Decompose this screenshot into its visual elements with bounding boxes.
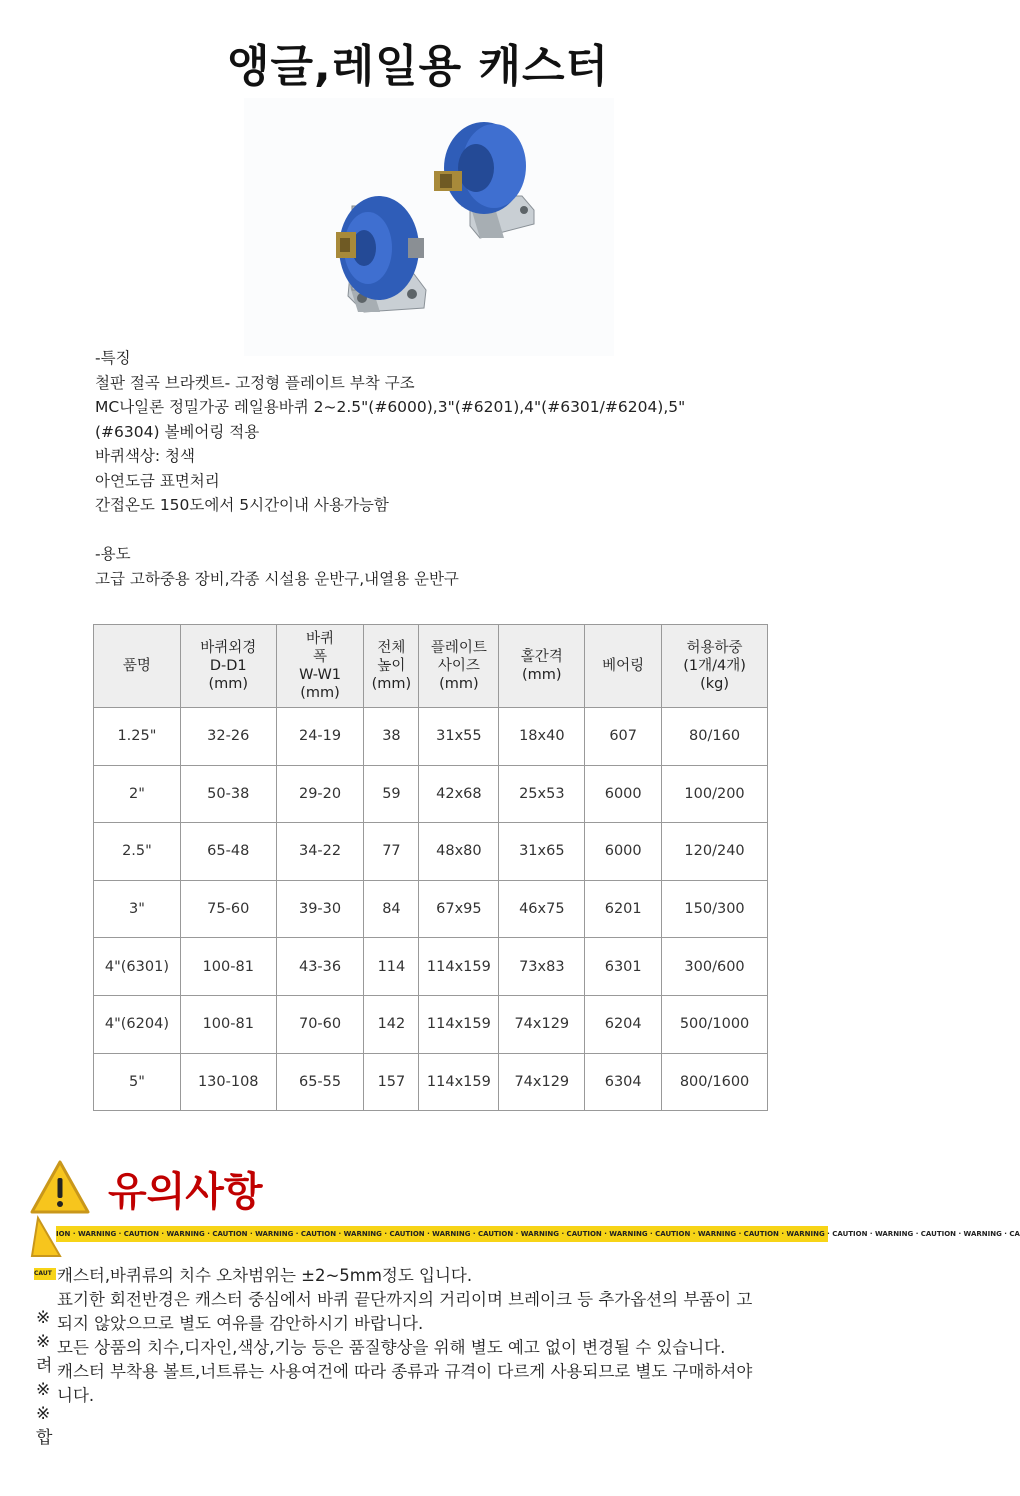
table-row bbox=[94, 938, 768, 996]
table-cell: 114x159 bbox=[419, 938, 499, 996]
table-cell: 150/300 bbox=[662, 880, 768, 938]
table-cell: 1.25" bbox=[94, 708, 181, 766]
table-cell: 73x83 bbox=[499, 938, 585, 996]
header-total-height: 전체 높이 (mm) bbox=[364, 625, 419, 708]
usage-heading: -용도 bbox=[95, 545, 131, 563]
table-cell: 100-81 bbox=[180, 938, 276, 996]
table-cell: 4"(6301) bbox=[94, 938, 181, 996]
table-cell: 500/1000 bbox=[662, 995, 768, 1053]
note-mark: ※ bbox=[36, 1404, 51, 1424]
table-row bbox=[94, 708, 768, 766]
table-cell: 142 bbox=[364, 995, 419, 1053]
usage-line: 고급 고하중용 장비,각종 시설용 운반구,내열용 운반구 bbox=[95, 569, 459, 588]
table-row bbox=[94, 765, 768, 823]
table-cell: 4"(6204) bbox=[94, 995, 181, 1053]
note-line: 모든 상품의 치수,디자인,색상,기능 등은 품질향상을 위해 별도 예고 없이 변경될 수 있습니다. bbox=[57, 1338, 726, 1357]
table-cell: 24-19 bbox=[276, 708, 364, 766]
product-photo bbox=[244, 98, 614, 356]
table-cell: 300/600 bbox=[662, 938, 768, 996]
note-line: 캐스터,바퀴류의 치수 오차범위는 ±2~5mm정도 입니다. bbox=[57, 1266, 473, 1285]
table-cell: 74x129 bbox=[499, 1053, 585, 1111]
table-cell: 77 bbox=[364, 823, 419, 881]
note-mark: ※ bbox=[36, 1332, 51, 1352]
table-cell: 39-30 bbox=[276, 880, 364, 938]
table-cell: 157 bbox=[364, 1053, 419, 1111]
warning-icon bbox=[30, 1160, 96, 1260]
caster-back bbox=[434, 122, 534, 238]
table-row bbox=[94, 823, 768, 881]
table-cell: 800/1600 bbox=[662, 1053, 768, 1111]
note-mark: ※ bbox=[36, 1380, 51, 1400]
spec-table bbox=[93, 624, 768, 1111]
caster-front bbox=[336, 196, 426, 312]
table-cell: 120/240 bbox=[662, 823, 768, 881]
table-cell: 100/200 bbox=[662, 765, 768, 823]
table-cell: 114 bbox=[364, 938, 419, 996]
table-cell: 38 bbox=[364, 708, 419, 766]
table-cell: 3" bbox=[94, 880, 181, 938]
note-marks bbox=[36, 1306, 56, 1450]
table-cell: 6000 bbox=[585, 765, 662, 823]
table-cell: 100-81 bbox=[180, 995, 276, 1053]
note-mark: ※ bbox=[36, 1308, 51, 1328]
table-cell: 75-60 bbox=[180, 880, 276, 938]
table-cell: 29-20 bbox=[276, 765, 364, 823]
table-cell: 59 bbox=[364, 765, 419, 823]
table-cell: 114x159 bbox=[419, 1053, 499, 1111]
page-title: 앵글,레일용 캐스터 bbox=[226, 41, 610, 92]
header-wheel-width: 바퀴 폭 W-W1 (mm) bbox=[276, 625, 364, 708]
header-plate-size: 플레이트 사이즈 (mm) bbox=[419, 625, 499, 708]
table-cell: 32-26 bbox=[180, 708, 276, 766]
note-mark: 려 bbox=[36, 1356, 53, 1376]
feature-line: 아연도금 표면처리 bbox=[95, 471, 220, 490]
table-cell: 114x159 bbox=[419, 995, 499, 1053]
table-cell: 65-55 bbox=[276, 1053, 364, 1111]
table-row bbox=[94, 995, 768, 1053]
header-product: 품명 bbox=[94, 625, 181, 708]
note-line: 되지 않았으므로 별도 여유를 감안하시기 바랍니다. bbox=[57, 1314, 424, 1333]
table-cell: 607 bbox=[585, 708, 662, 766]
feature-line: 바퀴색상: 청색 bbox=[95, 447, 195, 465]
caution-tape-fragment: CAUT bbox=[34, 1268, 56, 1280]
table-cell: 6301 bbox=[585, 938, 662, 996]
caster-illustration bbox=[244, 98, 614, 356]
table-cell: 43-36 bbox=[276, 938, 364, 996]
table-cell: 67x95 bbox=[419, 880, 499, 938]
header-wheel-diameter: 바퀴외경 D-D1 (mm) bbox=[180, 625, 276, 708]
table-cell: 2" bbox=[94, 765, 181, 823]
caution-title: 유의사항 bbox=[108, 1169, 263, 1215]
header-bearing: 베어링 bbox=[585, 625, 662, 708]
table-cell: 80/160 bbox=[662, 708, 768, 766]
table-cell: 2.5" bbox=[94, 823, 181, 881]
table-row bbox=[94, 880, 768, 938]
table-cell: 46x75 bbox=[499, 880, 585, 938]
table-cell: 18x40 bbox=[499, 708, 585, 766]
spacer bbox=[95, 518, 775, 543]
table-cell: 84 bbox=[364, 880, 419, 938]
table-cell: 6201 bbox=[585, 880, 662, 938]
table-cell: 50-38 bbox=[180, 765, 276, 823]
feature-line: 간접온도 150도에서 5시간이내 사용가능함 bbox=[95, 496, 389, 514]
table-cell: 70-60 bbox=[276, 995, 364, 1053]
caution-tape: ION · WARNING · CAUTION · WARNING · CAUTION · WARNING · CAUTION · WARNING · CAUTION · WARNING · CAUTION · WARNING · CAUTION · WARNING · CAUTION · WARNING · CAUTION · WARNING · CAUTION · WARNING · CAUTION · WARNING · CA bbox=[56, 1226, 828, 1242]
feature-line: (#6304) 볼베어링 적용 bbox=[95, 422, 260, 441]
table-cell: 31x65 bbox=[499, 823, 585, 881]
note-line: 니다. bbox=[57, 1386, 95, 1405]
features-heading: -특징 bbox=[95, 349, 131, 367]
feature-line: 철판 절곡 브라켓트- 고정형 플레이트 부착 구조 bbox=[95, 373, 415, 392]
feature-line: MC나일론 정밀가공 레일용바퀴 2~2.5"(#6000),3"(#6201),4"(#6301/#6204),5" bbox=[95, 398, 686, 416]
caution-notes bbox=[57, 1264, 817, 1408]
table-cell: 48x80 bbox=[419, 823, 499, 881]
header-load-capacity: 허용하중 (1개/4개) (kg) bbox=[662, 625, 768, 708]
table-row bbox=[94, 1053, 768, 1111]
table-cell: 25x53 bbox=[499, 765, 585, 823]
table-cell: 6000 bbox=[585, 823, 662, 881]
table-cell: 6304 bbox=[585, 1053, 662, 1111]
table-cell: 6204 bbox=[585, 995, 662, 1053]
features-block bbox=[95, 346, 775, 591]
table-cell: 42x68 bbox=[419, 765, 499, 823]
table-cell: 74x129 bbox=[499, 995, 585, 1053]
table-header-row bbox=[94, 625, 768, 708]
note-line: 표기한 회전반경은 캐스터 중심에서 바퀴 끝단까지의 거리이며 브레이크 등 추가옵션의 부품이 고 bbox=[57, 1290, 753, 1309]
note-mark: 합 bbox=[36, 1428, 53, 1448]
header-hole-spacing: 홀간격 (mm) bbox=[499, 625, 585, 708]
table-cell: 31x55 bbox=[419, 708, 499, 766]
table-cell: 5" bbox=[94, 1053, 181, 1111]
table-cell: 130-108 bbox=[180, 1053, 276, 1111]
note-line: 캐스터 부착용 볼트,너트류는 사용여건에 따라 종류과 규격이 다르게 사용되므로 별도 구매하셔야 bbox=[57, 1362, 753, 1381]
table-cell: 34-22 bbox=[276, 823, 364, 881]
table-cell: 65-48 bbox=[180, 823, 276, 881]
